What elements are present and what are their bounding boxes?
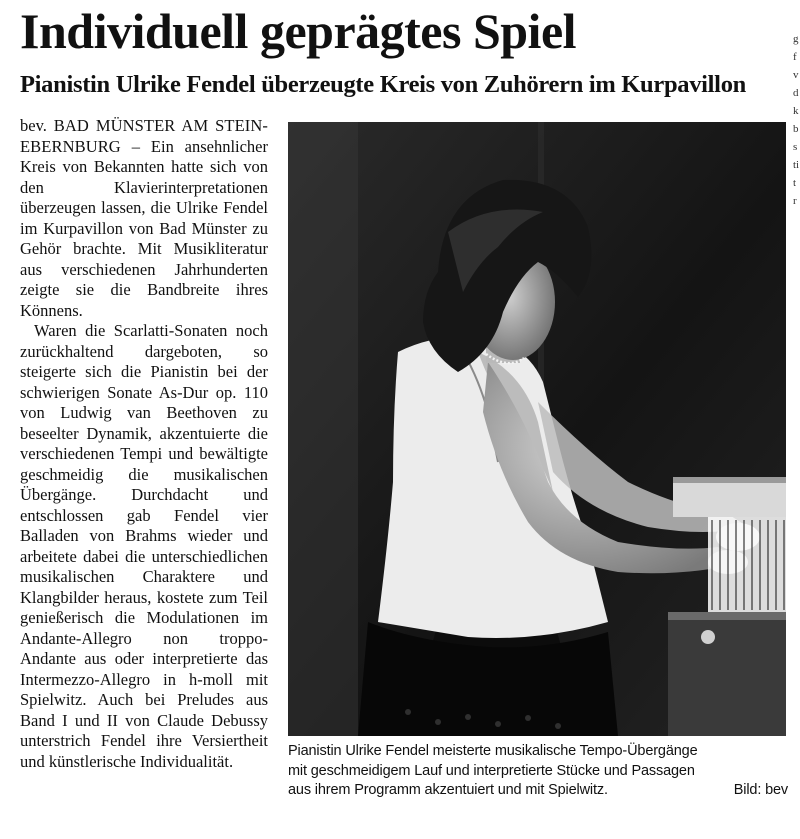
paragraph-2: Waren die Scarlatti-Sonaten noch zurückhaltend dargeboten, so steigerte sich die Pianistin bei der schwierigen Sonate As-Dur op. 110 von Ludwig van Beethoven zu beseelter Dynamik, akzentuierte die verschiedenen Tempi und bewältigte geschmeidig die musikalischen Übergänge. Durchdacht und entschlossen gab Fendel vier Balladen von Brahms wieder und arbeitete dabei die unterschiedlichen musikalischen Charaktere und Klangbilder heraus, kostete zum Teil genießerisch die Modulationen im Andante-Allegro non troppo-Andante aus oder interpretierte das Intermezzo-Allegro in h-moll mit Spielwitz. Auch bei Preludes aus Band I und II von Claude Debussy unterstrich Fendel ihre Versiertheit und künstlerische Individualität. <box>20 321 268 771</box>
caption-line-3: aus ihrem Programm akzentuiert und mit Spielwitz. <box>288 782 608 798</box>
article-body <box>20 116 268 772</box>
article-subheadline: Pianistin Ulrike Fendel überzeugte Kreis von Zuhörern im Kurpavillon <box>20 71 746 98</box>
paragraph-1-text: Ein ansehnlicher Kreis von Bekannten hatte sich von den Klavierinterpretationen überzeugen lassen, die Ulrike Fendel im Kurpavillon von Bad Münster zu Gehör brachte. Mit Musikliteratur aus verschiedenen Jahrhunderten zeigte sie die Bandbreite ihres Könnens. <box>20 136 269 320</box>
adjacent-column-fragment: g f v d k b s ti t r <box>793 33 800 207</box>
caption-line-3-row <box>288 781 788 801</box>
paragraph-1 <box>20 116 268 321</box>
dateline: BAD MÜNSTER AM STEIN-EBERNBURG – <box>20 116 268 156</box>
byline: bev. <box>20 116 47 135</box>
photo-caption <box>288 742 788 801</box>
caption-line-2: mit geschmeidigem Lauf und interpretierte Stücke und Passagen <box>288 762 695 779</box>
pianist-photo-illustration <box>288 122 786 736</box>
caption-line-1: Pianistin Ulrike Fendel meisterte musikalische Tempo-Übergänge <box>288 743 698 759</box>
photo-credit: Bild: bev <box>733 782 788 798</box>
pianist-photo <box>288 122 786 736</box>
article-headline: Individuell geprägtes Spiel <box>20 3 577 59</box>
